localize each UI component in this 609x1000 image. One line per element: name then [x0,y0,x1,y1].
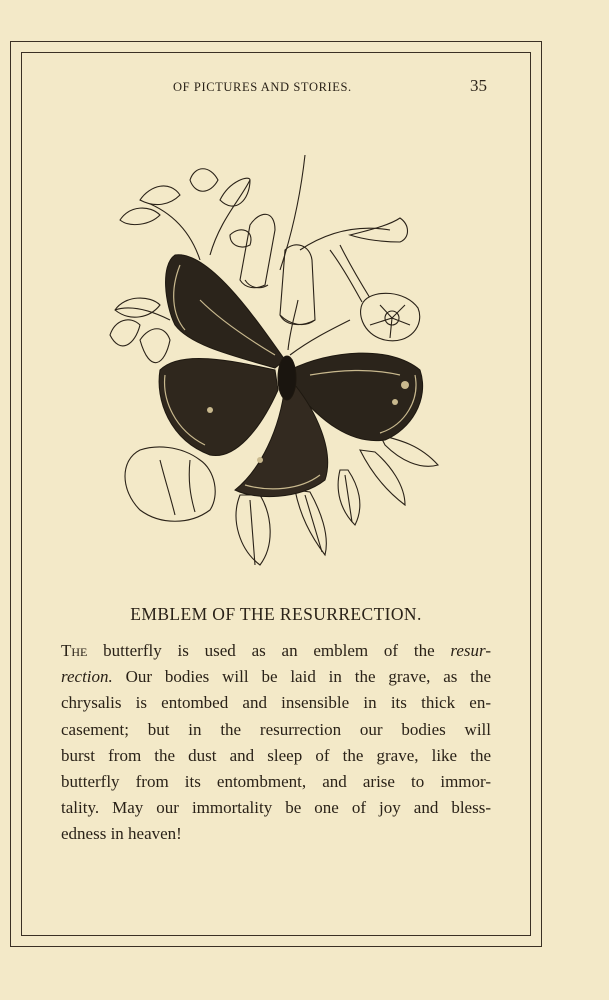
drop-word: The [61,641,88,660]
running-head: OF PICTURES AND STORIES. [173,80,352,94]
text-line-3: chrysalis is entombed and insensible in its thick en- [61,693,491,713]
text-line-4: casement; but in the resurrection our bodies will [61,719,491,739]
body-paragraph [61,638,491,848]
text-line-5: burst from the dust and sleep of the grave, like the [61,745,491,765]
plate-title: EMBLEM OF THE RESURRECTION. [130,604,422,624]
text-line-6: butterfly from its entombment, and arise to immor- [61,771,491,791]
text-line-8: edness in heaven! [61,824,182,844]
text-line-7: tality. May our immortality be one of joy and bless- [61,798,491,818]
text-line-2: rection. Our bodies will be laid in the grave, as the [61,667,491,687]
page-number: 35 [470,76,487,95]
butterfly-illustration [100,140,450,575]
text-line-1: The butterfly is used as an emblem of the resur- [61,641,491,660]
